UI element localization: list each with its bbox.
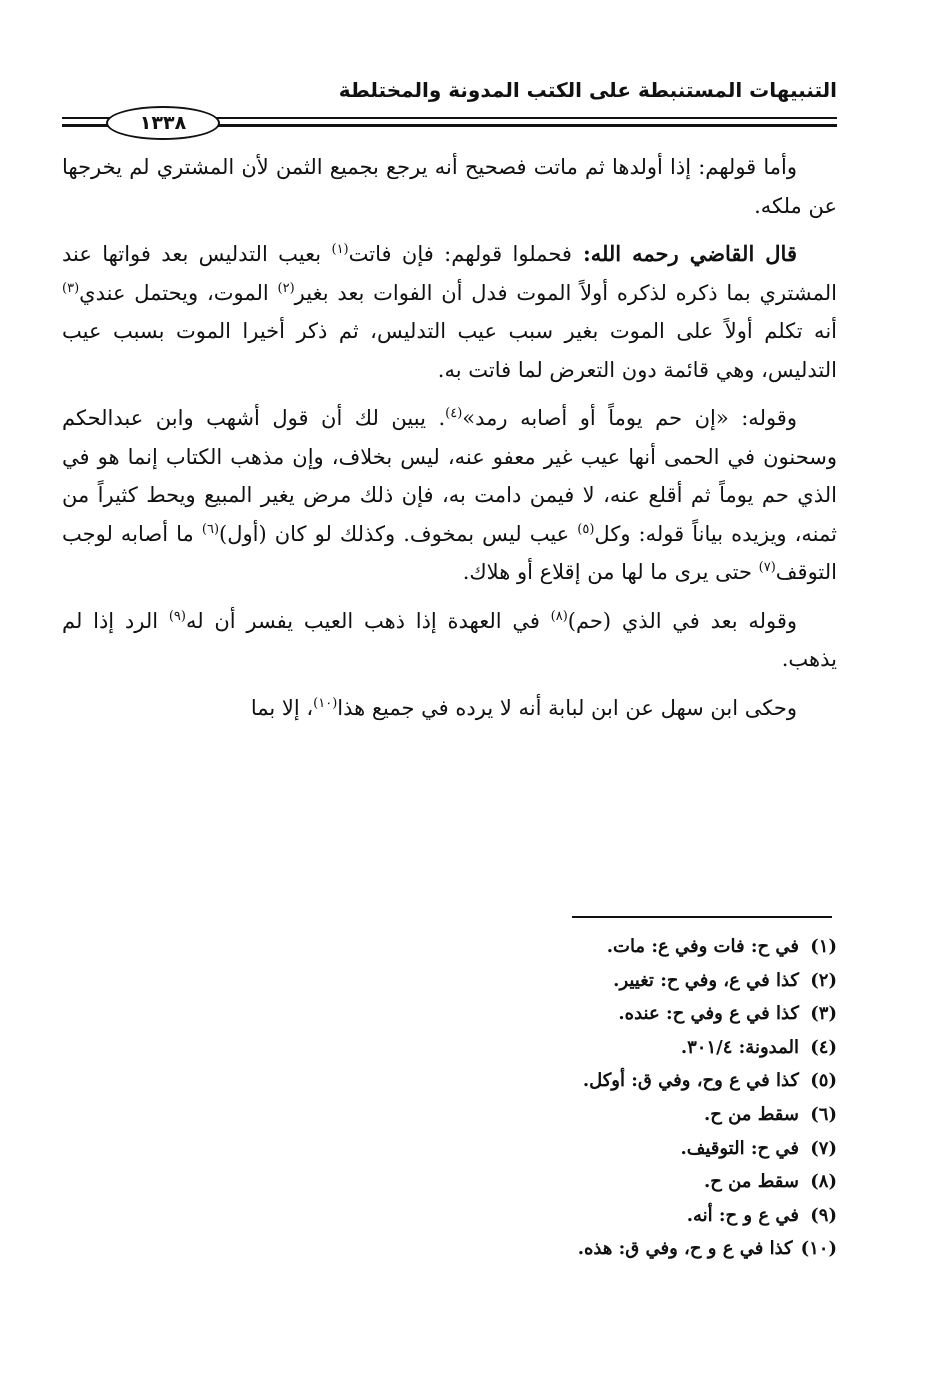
- text-run: وحكى ابن سهل عن ابن لبابة أنه لا يرده في جميع هذا: [337, 695, 797, 720]
- footnote-text: في ع و ح: أنه.: [686, 1204, 799, 1226]
- footnote: [62, 1165, 837, 1199]
- footnote: [62, 1232, 837, 1266]
- footnote-text: سقط من ح.: [703, 1103, 799, 1125]
- footnote-text: كذا في ع، وفي ح: تغيير.: [613, 969, 799, 991]
- footnote-text: المدونة: ٣٠١/٤.: [680, 1036, 799, 1058]
- footnote-number: (٥): [810, 1070, 837, 1092]
- footnote: [62, 964, 837, 998]
- main-text: [62, 148, 837, 737]
- footnote-text: في ح: فات وفي ع: مات.: [606, 936, 799, 957]
- footnote-number: (٣): [810, 1003, 837, 1025]
- footnotes: [62, 930, 837, 1266]
- footnote: [62, 1098, 837, 1132]
- footnote-ref: (٦): [201, 521, 220, 537]
- footnote-separator: [572, 916, 832, 918]
- footnote-ref: (١): [331, 242, 349, 257]
- paragraph: [62, 399, 837, 592]
- footnote: [62, 997, 837, 1031]
- text-run: . يبين لك أن قول أشهب وابن عبدالحكم وسحنون في الحمى أنها عيب غير معفو عنه، ليس بخلاف، وإن مذهب الكتاب إنما هو في الذي حم يوماً ثم أقلع عنه، لا فيمن دامت به، فإن ذلك مرض يغير المبيع ويحط كثيراً من ثمنه، ويزيده بياناً قوله: وكل: [62, 406, 837, 546]
- footnote-number: (٧): [810, 1137, 837, 1159]
- text-run: وقوله: «إن حم يوماً أو أصابه رمد»: [462, 406, 797, 430]
- footnote: [62, 1199, 837, 1233]
- text-run: ما أصابه لوجب التوقف: [62, 521, 837, 584]
- footnote-number: (٦): [810, 1103, 837, 1125]
- text-run: في العهدة إذا ذهب العيب يفسر أن له: [185, 608, 551, 633]
- text-run: عيب ليس بمخوف. وكذلك لو كان (أول): [219, 521, 578, 546]
- footnote-text: كذا في ع وفي ح: عنده.: [618, 1003, 799, 1025]
- footnote-number: (٨): [810, 1171, 837, 1193]
- footnote-text: سقط من ح.: [703, 1171, 799, 1193]
- page-header: [62, 72, 837, 132]
- running-title: التنبيهات المستنبطة على الكتب المدونة والمختلطة: [338, 78, 837, 102]
- paragraph: [62, 148, 837, 225]
- footnote-ref: (١٠): [313, 695, 338, 711]
- text-run: حتى يرى ما لها من إقلاع أو هلاك.: [462, 560, 759, 584]
- footnote: [62, 930, 837, 964]
- text-run: الرد إذا لم يذهب.: [62, 608, 837, 671]
- paragraph: [62, 235, 837, 389]
- footnote-ref: (٣): [62, 280, 80, 296]
- footnote-ref: (٩): [168, 608, 186, 624]
- footnote-ref: (٧): [758, 560, 776, 575]
- footnote-ref: (٤): [445, 406, 463, 421]
- footnote: [62, 1031, 837, 1065]
- text-run: بعيب التدليس بعد فواتها عند المشتري بما ذكره لذكره أولاً الموت فدل أن الفوات بعد بغير: [62, 242, 838, 305]
- text-run: وقوله بعد في الذي (حم): [567, 608, 798, 633]
- footnote-ref: (٨): [550, 608, 568, 624]
- footnote-number: (٩): [810, 1204, 837, 1226]
- text-run: ، إلا بما: [250, 695, 314, 720]
- footnote-number: (١٠): [800, 1238, 837, 1260]
- footnote: [62, 1064, 837, 1098]
- text-run: فحملوا قولهم: فإن فاتت: [348, 242, 572, 266]
- page-number: ١٣٣٨: [106, 106, 220, 140]
- footnote-ref: (٢): [277, 280, 295, 296]
- footnote-number: (٤): [810, 1036, 837, 1058]
- paragraph: [62, 689, 837, 728]
- text-run: وأما قولهم: إذا أولدها ثم ماتت فصحيح أنه يرجع بجميع الثمن لأن المشتري لم يخرجها عن ملكه.: [62, 155, 837, 218]
- text-run: أنه تكلم أولاً على الموت بغير سبب عيب التدليس، ثم ذكر أخيرا الموت بسبب عيب التدليس، وهي قائمة دون التعرض لما فاتت به.: [62, 319, 837, 382]
- footnote-number: (١): [810, 936, 837, 957]
- footnote-text: كذا في ع وح، وفي ق: أوكل.: [582, 1070, 799, 1092]
- footnote-text: كذا في ع و ح، وفي ق: هذه.: [577, 1238, 793, 1260]
- paragraph: [62, 602, 837, 679]
- footnote: [62, 1132, 837, 1166]
- footnote-ref: (٥): [577, 521, 595, 537]
- bold-phrase: قال القاضي رحمه الله:: [571, 241, 797, 266]
- text-run: الموت، ويحتمل عندي: [79, 280, 278, 305]
- footnote-text: في ح: التوقيف.: [680, 1137, 799, 1159]
- footnote-number: (٢): [810, 969, 837, 991]
